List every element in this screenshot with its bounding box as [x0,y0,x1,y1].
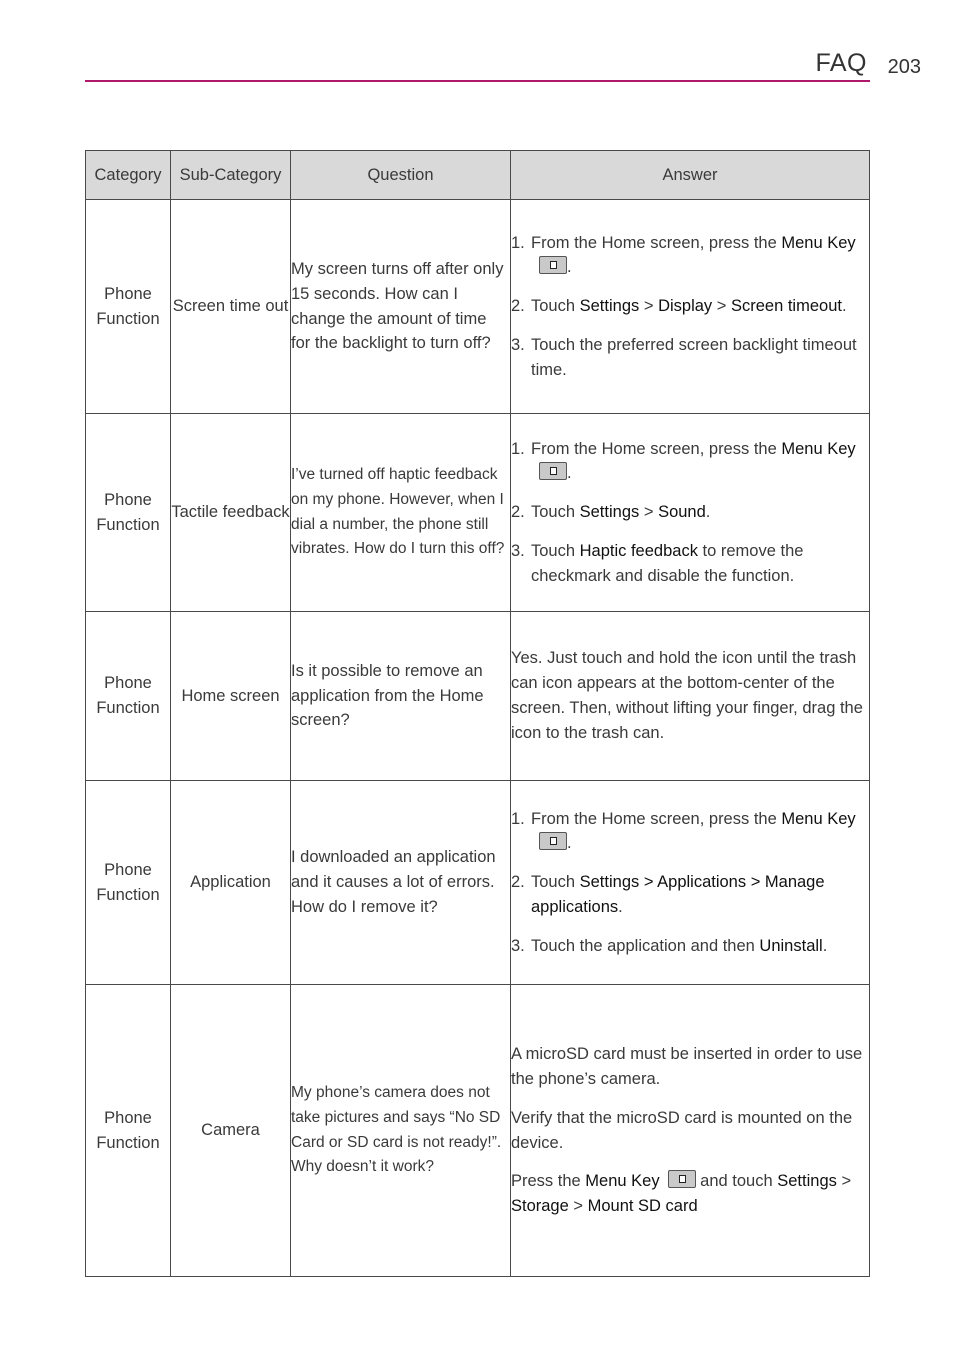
table-row [86,200,870,414]
answer-step: 3. Touch the preferred screen backlight timeout time. [511,335,857,379]
answer-steps [511,807,869,959]
question-cell: My screen turns off after only 15 seconds. How can I change the amount of time for the backlight to turn off? [291,200,511,414]
answer-step: 3. Touch the application and then Uninstall. [511,936,828,955]
answer-step: 2. Touch Settings > Applications > Manage applications. [511,873,825,916]
answer-step: 3. Touch Haptic feedback to remove the checkmark and disable the function. [511,541,804,585]
menu-key-icon [668,1170,696,1188]
table-row [86,781,870,985]
question-cell: Is it possible to remove an application from the Home screen? [291,612,511,781]
subcategory-cell: Screen time out [171,200,291,414]
header-answer: Answer [511,151,870,200]
answer-step: 1. From the Home screen, press the Menu Key. [511,233,856,277]
answer-step: 1. From the Home screen, press the Menu Key. [511,809,856,853]
category-cell: Phone Function [86,200,171,414]
answer-paragraph: A microSD card must be inserted in order to use the phone’s camera. [511,1045,863,1088]
category-cell: Phone Function [86,612,171,781]
table-row [86,612,870,781]
page-number: 203 [887,56,921,78]
subcategory-cell: Home screen [171,612,291,781]
answer-step: 1. From the Home screen, press the Menu Key. [511,439,856,483]
faq-table [85,150,870,1277]
answer-steps [511,231,869,383]
page-header [85,46,923,86]
answer-paragraph: Verify that the microSD card is mounted on the device. [511,1108,853,1152]
answer-cell [511,781,870,985]
question-cell: I’ve turned off haptic feedback on my phone. However, when I dial a number, the phone still vibrates. How do I turn this off? [291,414,511,612]
subcategory-cell: Application [171,781,291,985]
subcategory-cell: Camera [171,985,291,1277]
answer-step: 2. Touch Settings > Sound. [511,503,711,522]
table-row [86,985,870,1277]
menu-key-icon [539,256,567,274]
header-question: Question [291,151,511,200]
category-cell: Phone Function [86,414,171,612]
question-cell: My phone’s camera does not take pictures and says “No SD Card or SD card is not ready!”. Why doesn’t it work? [291,985,511,1277]
answer-paragraph: Press the Menu Key and touch Settings > Storage > Mount SD card [511,1172,852,1216]
header-category: Category [86,151,171,200]
category-cell: Phone Function [86,985,171,1277]
subcategory-cell: Tactile feedback [171,414,291,612]
table-row [86,414,870,612]
answer-steps [511,437,869,589]
menu-key-icon [539,832,567,850]
answer-cell [511,985,870,1277]
question-cell: I downloaded an application and it causes a lot of errors. How do I remove it? [291,781,511,985]
header-subcategory: Sub-Category [171,151,291,200]
section-title: FAQ [815,49,867,77]
category-cell: Phone Function [86,781,171,985]
answer-cell [511,414,870,612]
header-rule [85,80,870,82]
answer-step: 2. Touch Settings > Display > Screen timeout. [511,297,847,316]
answer-cell [511,200,870,414]
table-header-row [86,151,870,200]
menu-key-icon [539,462,567,480]
answer-cell: Yes. Just touch and hold the icon until the trash can icon appears at the bottom-center of the screen. Then, without lifting your finger, drag the icon to the trash can. [511,612,870,781]
